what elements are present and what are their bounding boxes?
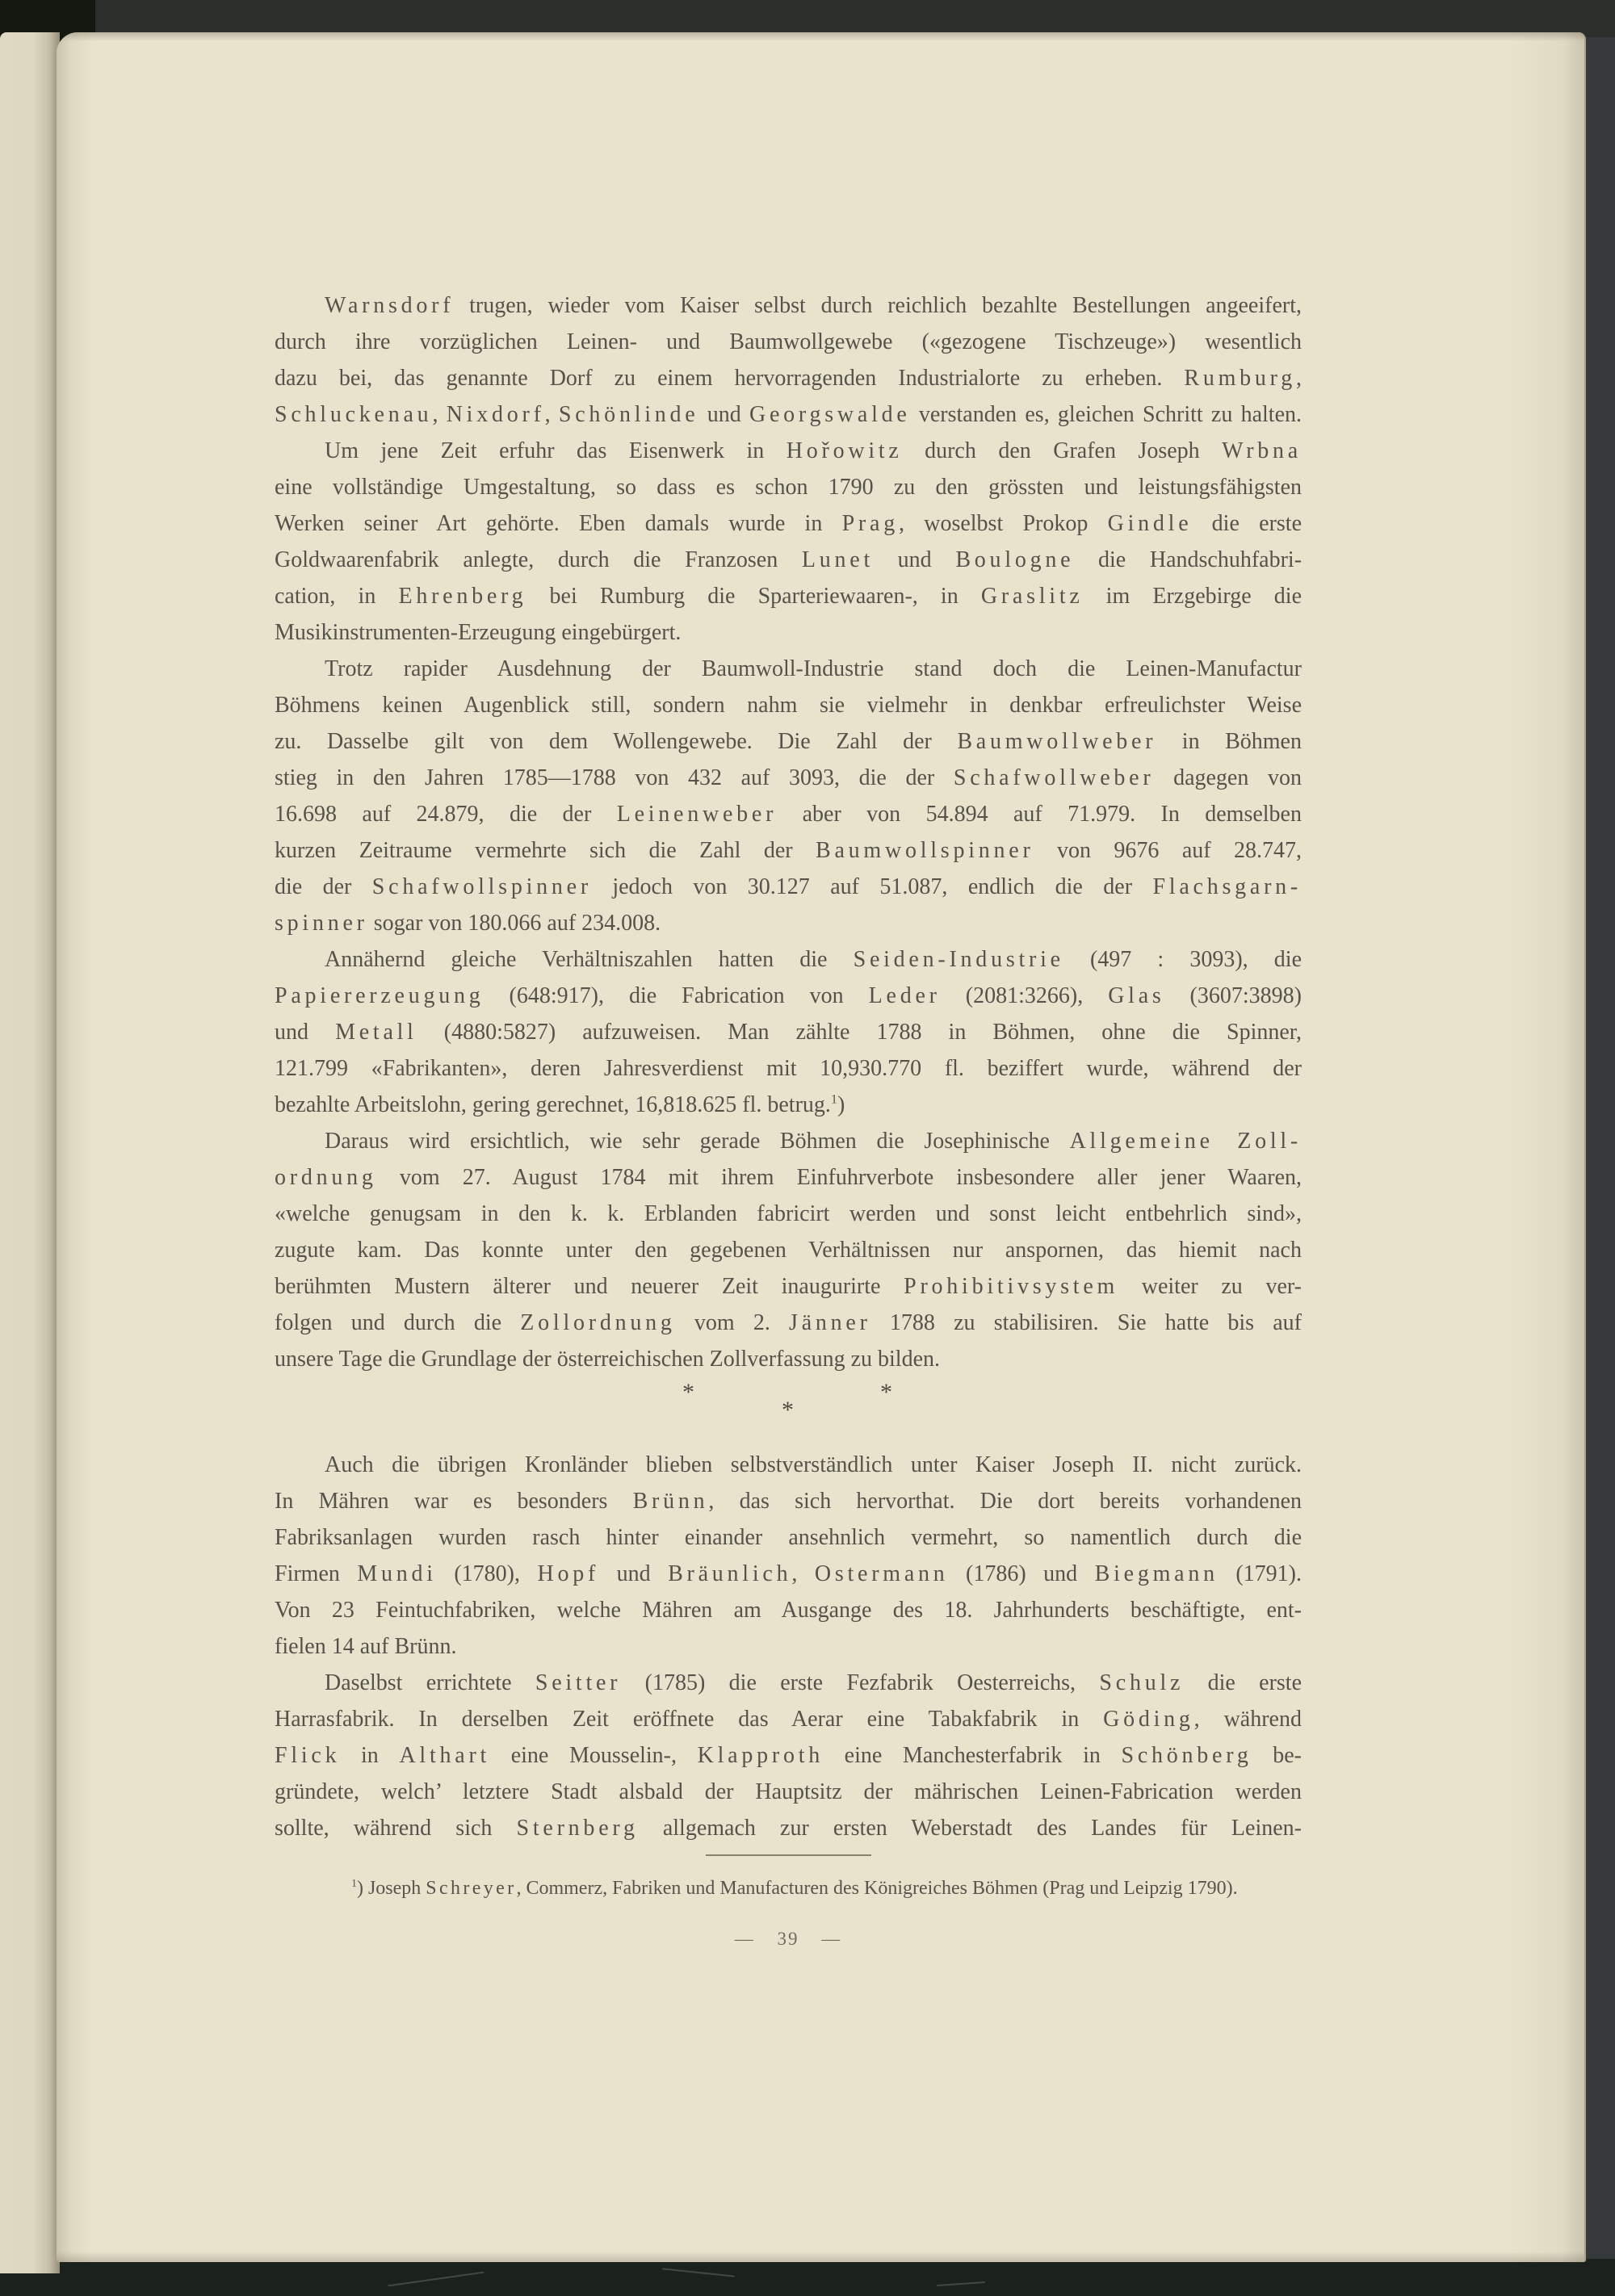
footnote-marker: 1 (351, 1878, 357, 1890)
text-run: Von 23 Feintuchfabriken, welche Mähren am Ausgange des 18. Jahrhunderts beschäftigte, ent- (275, 1598, 1302, 1623)
letterspaced-name: Schafwollweber (953, 765, 1155, 790)
text-run: , das sich hervorthat. Die dort bereits vorhandenen (708, 1489, 1302, 1514)
text-run: in (340, 1743, 400, 1768)
text-run: durch den Grafen Joseph (902, 438, 1223, 463)
text-run: dagegen von (1154, 765, 1302, 790)
text-run: (3607:3898) (1164, 983, 1302, 1008)
asterism-divider (275, 1377, 1302, 1447)
body-line (275, 1519, 1302, 1556)
body-line (275, 1014, 1302, 1050)
body-line (275, 1341, 1302, 1377)
text-run: die erste (1192, 511, 1302, 536)
asterisk-glyph: * (682, 1379, 694, 1406)
text-run: , (1296, 366, 1302, 391)
text-run: ) Joseph (356, 1878, 426, 1899)
body-line (275, 469, 1302, 505)
letterspaced-name: Wrbna (1222, 438, 1302, 463)
letterspaced-name: Nixdorf (446, 402, 545, 427)
text-run: gründete, welch’ letztere Stadt alsbald der Hauptsitz der mährischen Leinen-Fabrication werden (275, 1779, 1302, 1804)
letterspaced-name: Brünn (632, 1489, 709, 1514)
body-line (275, 578, 1302, 614)
text-run: 1788 zu stabilisiren. Sie hatte bis auf (870, 1310, 1302, 1335)
text-run: Musikinstrumenten-Erzeugung eingebürgert. (275, 620, 682, 645)
letterspaced-name: Baumwollweber (957, 729, 1157, 754)
text-run: berühmten Mustern älterer und neuerer Zeit inaugurirte (275, 1274, 904, 1299)
body-line (351, 1875, 1302, 1901)
letterspaced-name: Prohibitivsystem (904, 1274, 1119, 1299)
text-run: «welche genugsam in den k. k. Erblanden fabricirt werden und sonst leicht entbehrlich sind», (275, 1201, 1302, 1226)
body-line (275, 978, 1302, 1014)
letterspaced-name: Schluckenau (275, 402, 433, 427)
text-run: verstanden es, gleichen Schritt zu halten. (910, 402, 1302, 427)
text-run: (648:917), die Fabrication von (484, 983, 869, 1008)
body-line (275, 796, 1302, 832)
letterspaced-name: Prag (841, 511, 899, 536)
photo-backdrop-bottom (0, 2259, 1615, 2296)
text-run: zugute kam. Das konnte unter den gegebenen Verhältnissen nur anspornen, das hiemit nach (275, 1238, 1302, 1263)
letterspaced-name: Schreyer (426, 1878, 517, 1899)
body-line (275, 614, 1302, 651)
letterspaced-name: Klapproth (697, 1743, 824, 1768)
letterspaced-name: Seiden-Industrie (853, 947, 1064, 972)
text-run: Daraus wird ersichtlich, wie sehr gerade Böhmen die Josephinische (325, 1129, 1070, 1154)
text-run: eine Manchesterfabrik in (824, 1743, 1122, 1768)
asterisk-glyph: * (880, 1379, 892, 1406)
text-run: die erste (1184, 1670, 1302, 1695)
letterspaced-name: Baumwollspinner (816, 838, 1034, 863)
text-run: in Böhmen (1156, 729, 1302, 754)
text-run: bezahlte Arbeitslohn, gering gerechnet, 16,818.625 fl. betrug. (275, 1092, 831, 1117)
body-line (275, 1556, 1302, 1592)
text-run: sollte, während sich (275, 1816, 517, 1841)
text-run: die Handschuhfabri- (1074, 547, 1302, 572)
text-run: (497 : 3093), die (1063, 947, 1302, 972)
text-run: sogar von 180.066 auf 234.008. (367, 911, 661, 936)
text-run: kurzen Zeitraume vermehrte sich die Zahl der (275, 838, 816, 863)
text-run: weiter zu ver- (1118, 1274, 1302, 1299)
body-line (275, 651, 1302, 687)
footnote-marker: 1 (830, 1091, 838, 1107)
text-run: Fabriksanlagen wurden rasch hinter einander ansehnlich vermehrt, so namentlich durch die (275, 1525, 1302, 1550)
body-line (275, 905, 1302, 941)
text-run: , (432, 402, 447, 427)
text-run: (2081:3266), (940, 983, 1109, 1008)
text-run: Um jene Zeit erfuhr das Eisenwerk in (325, 438, 787, 463)
text-run: stieg in den Jahren 1785—1788 von 432 auf 3093, die der (275, 765, 954, 790)
letterspaced-name: Schafwollspinner (371, 874, 592, 899)
letterspaced-name: Seitter (535, 1670, 622, 1695)
text-run: im Erzgebirge die (1083, 584, 1302, 609)
letterspaced-name: Sternberg (516, 1816, 639, 1841)
text-run: zu. Dasselbe gilt von dem Wollengewebe. Die Zahl der (275, 729, 958, 754)
letterspaced-name: Lunet (801, 547, 875, 572)
page-number: — 39 — (734, 1929, 842, 1949)
text-run: In Mähren war es besonders (275, 1489, 633, 1514)
letterspaced-name: Bräunlich (668, 1561, 792, 1586)
letterspaced-name: Göding (1103, 1707, 1194, 1732)
text-run: cation, in (275, 584, 399, 609)
body-line (275, 360, 1302, 396)
body-line (275, 1483, 1302, 1519)
text-run: (1791). (1218, 1561, 1302, 1586)
letterspaced-name: Flick (275, 1743, 341, 1768)
body-line (275, 723, 1302, 760)
body-line (275, 1774, 1302, 1810)
text-run: (1786) und (948, 1561, 1095, 1586)
text-run: und (275, 1020, 336, 1045)
letterspaced-name: ordnung (275, 1165, 377, 1190)
body-line (275, 505, 1302, 542)
letterspaced-name: Jänner (789, 1310, 871, 1335)
letterspaced-name: Althart (399, 1743, 491, 1768)
letterspaced-name: Glas (1108, 983, 1165, 1008)
body-line (275, 1050, 1302, 1087)
text-run: ) (837, 1092, 845, 1117)
letterspaced-name: Papiererzeugung (275, 983, 484, 1008)
text-run: 16.698 auf 24.879, die der (275, 802, 617, 827)
body-line (275, 1628, 1302, 1665)
body-line (275, 1592, 1302, 1628)
body-line (275, 1232, 1302, 1268)
letterspaced-name: Flachsgarn- (1152, 874, 1302, 899)
letterspaced-name: Ostermann (814, 1561, 949, 1586)
letterspaced-name: Ehrenberg (398, 584, 527, 609)
text-run: Goldwaarenfabrik anlegte, durch die Franzosen (275, 547, 802, 572)
text-run: 121.799 «Fabrikanten», deren Jahresverdienst mit 10,930.770 fl. beziffert wurde, während der (275, 1056, 1302, 1081)
text-run: Werken seiner Art gehörte. Eben damals wurde in (275, 511, 842, 536)
text-run: Firmen (275, 1561, 358, 1586)
letterspaced-name: spinner (275, 911, 368, 936)
letterspaced-name: Allgemeine Zoll- (1069, 1129, 1302, 1154)
text-run: , woselbst Prokop (898, 511, 1108, 536)
body-line (275, 1268, 1302, 1305)
text-run: vom 27. August 1784 mit ihrem Einfuhrverbote insbesondere aller jener Waaren, (376, 1165, 1302, 1190)
body-line (275, 1087, 1302, 1123)
letterspaced-name: Leinenweber (616, 802, 778, 827)
text-run: Auch die übrigen Kronländer blieben selbstverständlich unter Kaiser Joseph II. nicht zurück. (325, 1452, 1302, 1477)
letterspaced-name: Mundi (357, 1561, 437, 1586)
letterspaced-name: Boulogne (955, 547, 1075, 572)
body-line (275, 1665, 1302, 1701)
letterspaced-name: Hopf (537, 1561, 600, 1586)
letterspaced-name: Warnsdorf (325, 293, 455, 318)
text-run: und (698, 402, 749, 427)
text-run: unsere Tage die Grundlage der österreichischen Zollverfassung zu bilden. (275, 1347, 941, 1372)
text-run: (4880:5827) aufzuweisen. Man zählte 1788 in Böhmen, ohne die Spinner, (417, 1020, 1302, 1045)
text-run: (1780), (436, 1561, 538, 1586)
text-run: dazu bei, das genannte Dorf zu einem hervorragenden Industrialorte zu erheben. (275, 366, 1185, 391)
letterspaced-name: Leder (868, 983, 941, 1008)
letterspaced-name: Biegmann (1094, 1561, 1219, 1586)
text-run: , während (1193, 1707, 1302, 1732)
letterspaced-name: Schönlinde (558, 402, 699, 427)
letterspaced-name: Graslitz (980, 584, 1084, 609)
text-run: , (791, 1561, 815, 1586)
body-line (275, 1447, 1302, 1483)
body-line (275, 1305, 1302, 1341)
letterspaced-name: Zollordnung (520, 1310, 676, 1335)
text-run: fielen 14 auf Brünn. (275, 1634, 457, 1659)
letterspaced-name: Gindle (1107, 511, 1193, 536)
body-line (275, 324, 1302, 360)
body-line (275, 1810, 1302, 1846)
letterspaced-name: Georgswalde (749, 402, 911, 427)
body-line (275, 832, 1302, 869)
text-run: Daselbst errichtete (325, 1670, 535, 1695)
text-run: (1785) die erste Fezfabrik Oesterreichs, (621, 1670, 1100, 1695)
body-section-upper (275, 287, 1302, 1377)
text-run: und (874, 547, 956, 572)
footnote (275, 1875, 1302, 1901)
text-run: trugen, wieder vom Kaiser selbst durch reichlich bezahlte Bestellungen angeeifert, (454, 293, 1302, 318)
body-line (275, 1737, 1302, 1774)
body-line (275, 433, 1302, 469)
letterspaced-name: Rumburg (1184, 366, 1296, 391)
text-run: folgen und durch die (275, 1310, 521, 1335)
text-run: eine vollständige Umgestaltung, so dass es schon 1790 zu den grössten und leistungsfähigsten (275, 475, 1302, 500)
text-run: Annähernd gleiche Verhältniszahlen hatten die (325, 947, 854, 972)
text-run: be- (1252, 1743, 1302, 1768)
body-line (275, 1701, 1302, 1737)
text-run: die der (275, 874, 372, 899)
text-run: , (544, 402, 559, 427)
body-line (275, 687, 1302, 723)
body-line (275, 941, 1302, 978)
body-line (275, 542, 1302, 578)
text-run: aber von 54.894 auf 71.979. In demselben (777, 802, 1302, 827)
body-line (275, 760, 1302, 796)
text-run: , Commerz, Fabriken und Manufacturen des Königreiches Böhmen (Prag und Leipzig 1790). (516, 1878, 1238, 1899)
footnote-rule (706, 1854, 871, 1856)
letterspaced-name: Metall (335, 1020, 417, 1045)
body-line (275, 869, 1302, 905)
page-text-block (275, 287, 1302, 1950)
text-run: von 9676 auf 28.747, (1034, 838, 1302, 863)
text-run: eine Mousselin-, (490, 1743, 698, 1768)
text-run: jedoch von 30.127 auf 51.087, endlich die der (591, 874, 1153, 899)
text-run: bei Rumburg die Sparteriewaaren-, in (526, 584, 981, 609)
letterspaced-name: Schönberg (1121, 1743, 1252, 1768)
asterisk-glyph: * (782, 1397, 794, 1423)
text-run: Böhmens keinen Augenblick still, sondern nahm sie vielmehr in denkbar erfreulichster Weise (275, 693, 1302, 718)
body-line (275, 287, 1302, 324)
text-run: allgemach zur ersten Weberstadt des Landes für Leinen- (638, 1816, 1302, 1841)
letterspaced-name: Schulz (1099, 1670, 1185, 1695)
text-run: Harrasfabrik. In derselben Zeit eröffnete das Aerar eine Tabakfabrik in (275, 1707, 1104, 1732)
previous-page-edge (0, 32, 60, 2273)
body-line (275, 1123, 1302, 1159)
body-line (275, 1159, 1302, 1196)
text-run: vom 2. (675, 1310, 790, 1335)
body-section-lower (275, 1447, 1302, 1846)
letterspaced-name: Hořowitz (786, 438, 903, 463)
body-line (275, 396, 1302, 433)
text-run: durch ihre vorzüglichen Leinen- und Baumwollgewebe («gezogene Tischzeuge») wesentlich (275, 329, 1302, 354)
body-line (275, 1196, 1302, 1232)
text-run: und (599, 1561, 669, 1586)
text-run: Trotz rapider Ausdehnung der Baumwoll-Industrie stand doch die Leinen-Manufactur (325, 656, 1302, 681)
